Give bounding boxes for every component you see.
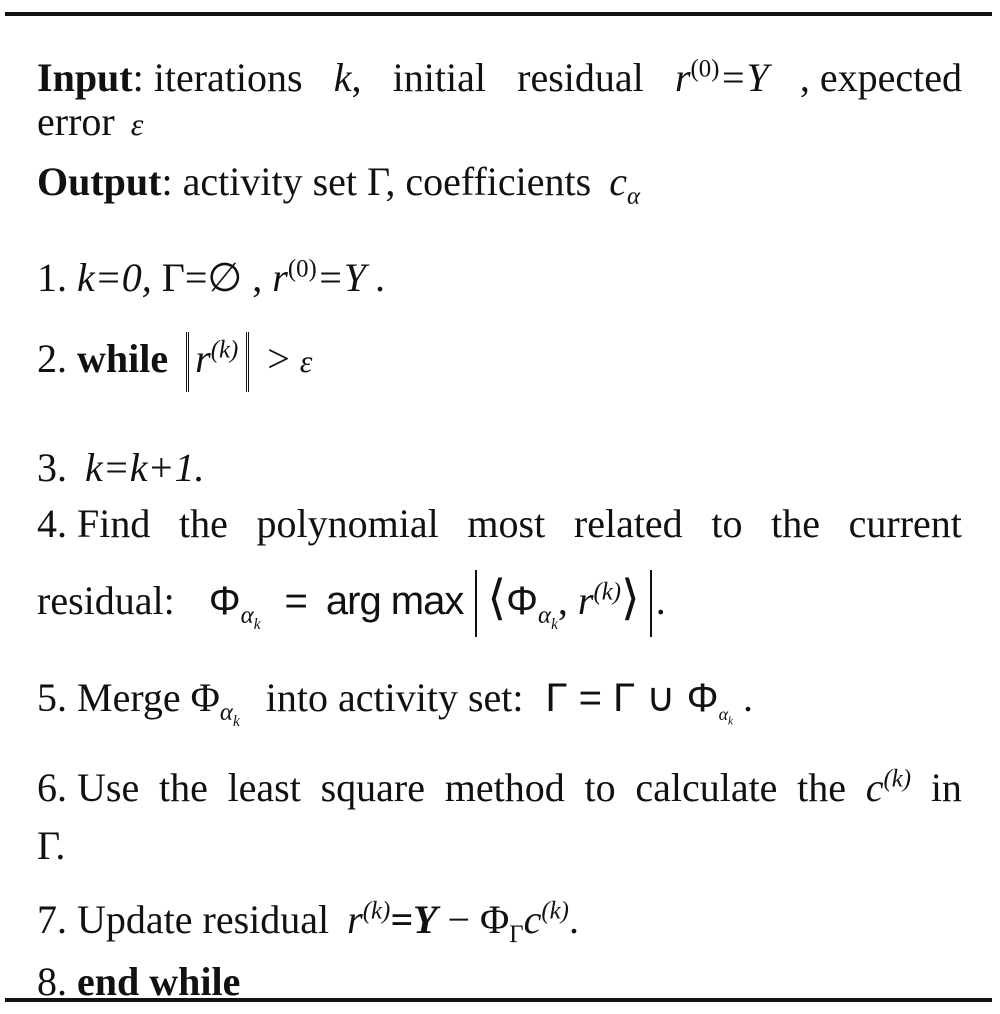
step-6-first bbox=[37, 764, 139, 812]
step-3 bbox=[37, 444, 962, 492]
word: Find bbox=[77, 501, 151, 546]
phi-symbol: Φ bbox=[190, 675, 220, 720]
input-line bbox=[37, 54, 962, 102]
step-number: 3. bbox=[37, 445, 67, 490]
phi-symbol: Φ bbox=[480, 897, 510, 942]
step-4 bbox=[37, 500, 962, 548]
word: most bbox=[467, 501, 546, 546]
k-zero: k=0, bbox=[77, 255, 152, 300]
r-superscript: (k) bbox=[362, 897, 391, 925]
k-sub: k bbox=[253, 615, 261, 633]
argmax: arg max bbox=[325, 579, 464, 623]
r-symbol: r bbox=[195, 336, 211, 381]
update-text: Update residual bbox=[77, 897, 330, 942]
step-number: 4. bbox=[37, 501, 67, 546]
period: . bbox=[743, 675, 753, 720]
alpha: α bbox=[240, 602, 254, 629]
word: to bbox=[584, 765, 616, 810]
r-symbol: r bbox=[272, 255, 288, 300]
step-7 bbox=[37, 896, 962, 948]
step-4-formula bbox=[37, 570, 962, 637]
word: the bbox=[179, 501, 228, 546]
word: calculate bbox=[635, 765, 778, 810]
r-symbol: r bbox=[347, 897, 363, 942]
while-keyword: while bbox=[77, 336, 169, 381]
r-superscript: (0) bbox=[287, 255, 317, 283]
comma: , bbox=[351, 55, 362, 100]
phi-symbol: Φ bbox=[506, 579, 539, 623]
period: . bbox=[655, 578, 666, 623]
word: the bbox=[158, 765, 208, 810]
phi-subscript bbox=[240, 602, 261, 633]
gamma-symbol: Γ bbox=[367, 159, 386, 204]
gamma-symbol: Γ. bbox=[37, 823, 66, 868]
phi-subscript: Γ bbox=[509, 921, 524, 948]
phi-symbol: Φ bbox=[208, 579, 241, 623]
word: current bbox=[848, 501, 962, 546]
r-superscript: (k) bbox=[593, 578, 621, 606]
step-2 bbox=[37, 332, 962, 392]
c-superscript: (k) bbox=[883, 765, 912, 793]
c-symbol: c bbox=[865, 765, 884, 810]
input-error-text: error bbox=[37, 99, 115, 144]
end-while-keyword: end while bbox=[77, 959, 241, 1004]
residual-norm bbox=[186, 332, 249, 392]
word: related bbox=[573, 501, 683, 546]
c-subscript: α bbox=[626, 183, 640, 210]
word: Use bbox=[77, 765, 140, 810]
alpha: α bbox=[538, 602, 552, 629]
c-symbol: c bbox=[609, 159, 627, 204]
step-8 bbox=[37, 958, 962, 1006]
step-number: 5. bbox=[37, 675, 67, 720]
left-angle: ⟨ bbox=[487, 572, 507, 625]
output-line bbox=[37, 158, 962, 210]
step-number: 8. bbox=[37, 959, 67, 1004]
word: the bbox=[771, 501, 820, 546]
eq-y: =Y bbox=[390, 897, 438, 942]
word: the bbox=[797, 765, 847, 810]
input-k bbox=[334, 54, 362, 102]
phi-subscript bbox=[538, 602, 558, 633]
input-header bbox=[37, 54, 303, 102]
word: to bbox=[711, 501, 743, 546]
input-label: Input bbox=[37, 55, 133, 100]
gamma-empty: Γ=∅ , bbox=[161, 255, 263, 300]
step-4-first bbox=[37, 500, 150, 548]
c-k bbox=[866, 764, 911, 812]
right-angle: ⟩ bbox=[621, 572, 640, 625]
period: . bbox=[568, 897, 579, 942]
union-expression: Γ = Γ ∪ Φ bbox=[545, 676, 719, 720]
output-label: Output bbox=[37, 159, 162, 204]
equals: = bbox=[284, 579, 308, 623]
c-superscript: (k) bbox=[541, 897, 569, 925]
k-increment: k=k+1. bbox=[85, 445, 205, 490]
k-symbol: k bbox=[333, 55, 352, 100]
eq-y: =Y . bbox=[316, 255, 387, 300]
merge-word: Merge bbox=[77, 675, 181, 720]
phi-subscript bbox=[718, 704, 733, 728]
step-number: 7. bbox=[37, 897, 67, 942]
step-number: 1. bbox=[37, 255, 67, 300]
r-symbol: r bbox=[674, 55, 691, 100]
input-iterations-text: : iterations bbox=[132, 55, 303, 100]
algorithm-box bbox=[5, 12, 992, 1002]
into-text: into activity set: bbox=[265, 675, 524, 720]
output-activity-text: : activity set bbox=[161, 159, 358, 204]
step-number: 6. bbox=[37, 765, 67, 810]
input-line-2 bbox=[37, 98, 962, 148]
k-sub: k bbox=[232, 712, 240, 730]
input-initial-text: initial bbox=[392, 55, 486, 100]
k-sub: k bbox=[728, 715, 733, 728]
alpha: α bbox=[718, 704, 729, 724]
step-5 bbox=[37, 674, 962, 730]
word: least bbox=[227, 765, 301, 810]
r-symbol: r bbox=[577, 578, 594, 623]
inner-product: $⟨\Phi_{\alpha_k}$, $r^{(k)}⟩$ bbox=[475, 570, 651, 637]
eq-y: =Y bbox=[719, 55, 769, 100]
epsilon-symbol: ε bbox=[130, 106, 144, 142]
word: in bbox=[930, 765, 962, 810]
input-expected-text: , expected bbox=[799, 55, 962, 100]
input-residual-expr bbox=[675, 54, 769, 102]
phi-subscript bbox=[219, 699, 240, 730]
step-1 bbox=[37, 254, 962, 302]
output-coefficients-text: , coefficients bbox=[385, 159, 592, 204]
step-number: 2. bbox=[37, 336, 67, 381]
k-sub: k bbox=[551, 615, 558, 633]
step-6 bbox=[37, 764, 962, 812]
greater-than: > bbox=[267, 336, 290, 381]
r-superscript: (k) bbox=[210, 336, 239, 364]
word: method bbox=[444, 765, 565, 810]
alpha: α bbox=[219, 699, 233, 726]
minus: − bbox=[447, 897, 471, 942]
word: square bbox=[320, 765, 426, 810]
epsilon-symbol: ε bbox=[299, 343, 313, 379]
step-6-line-2 bbox=[37, 822, 962, 870]
c-symbol: c bbox=[523, 897, 542, 942]
residual-label: residual: bbox=[37, 578, 175, 623]
input-residual-text: residual bbox=[517, 55, 644, 100]
r-superscript: (0) bbox=[690, 55, 720, 83]
word: polynomial bbox=[256, 501, 439, 546]
